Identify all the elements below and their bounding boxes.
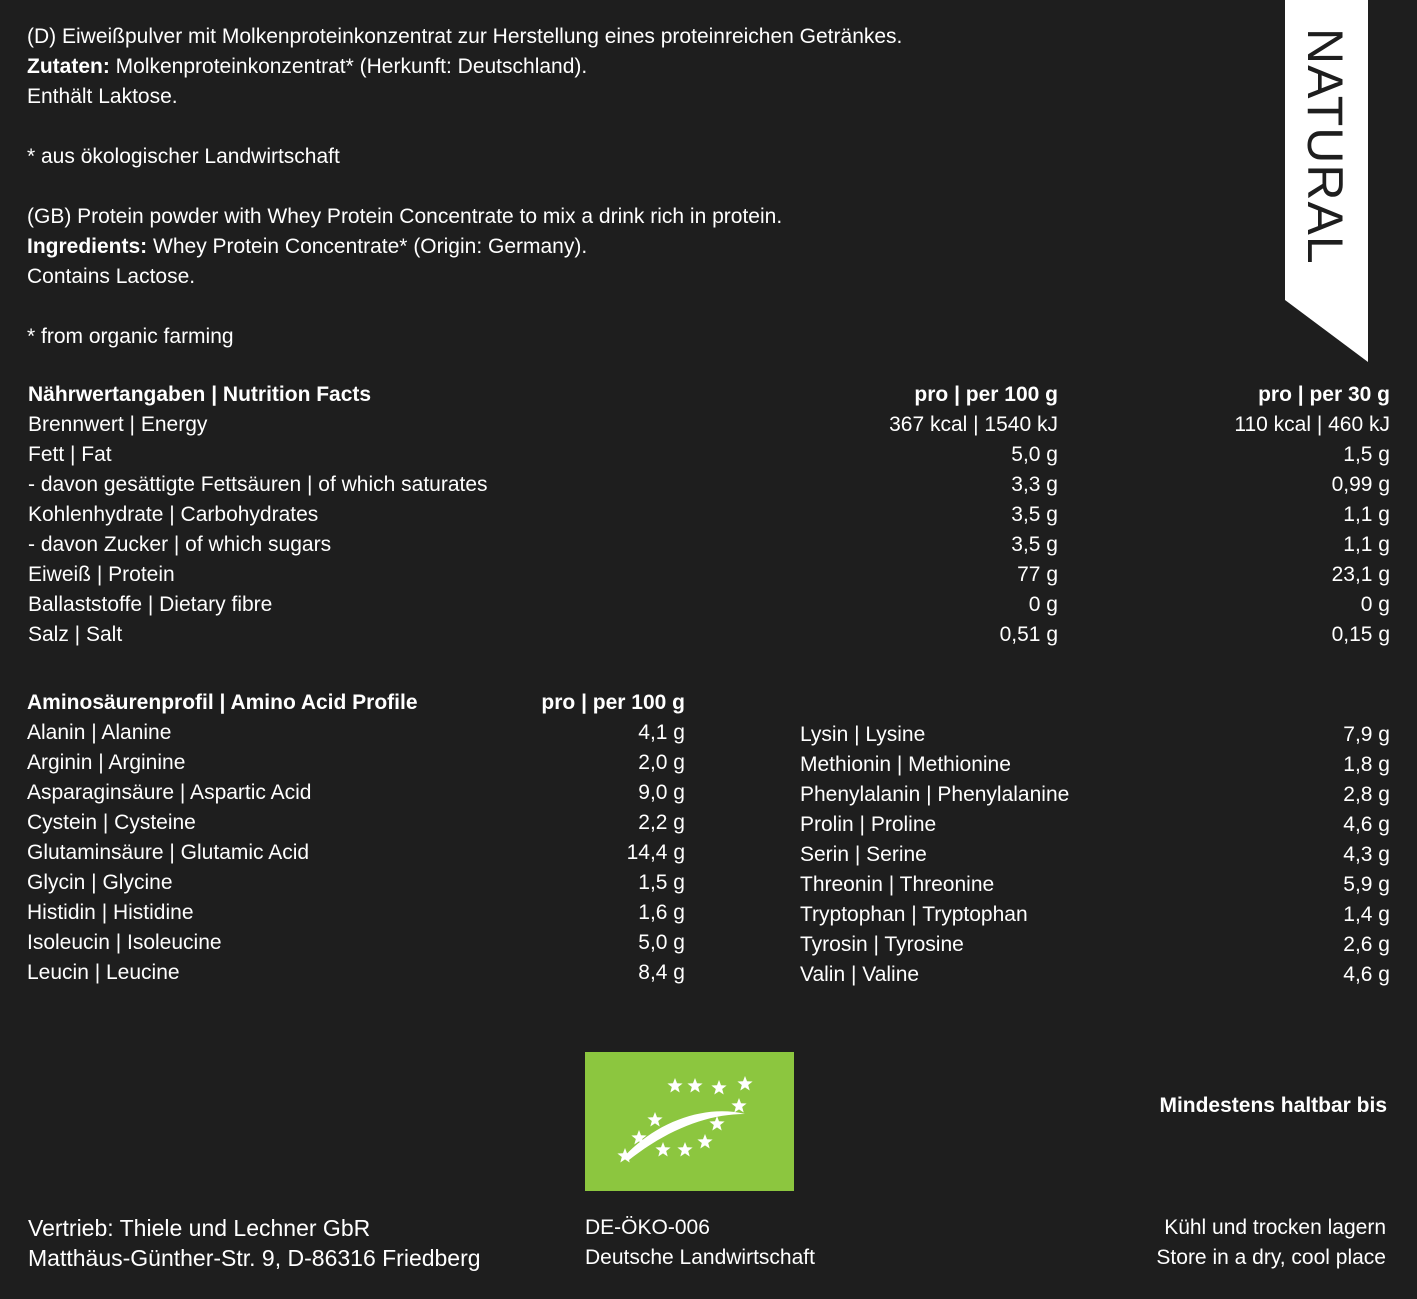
amino-acid-row	[27, 868, 685, 898]
star-icon	[617, 1148, 632, 1163]
amino-acid-name: Histidin | Histidine	[27, 901, 194, 924]
amino-header	[27, 688, 685, 718]
nutrient-name: - davon Zucker | of which sugars	[28, 533, 332, 556]
nutrient-per-100g: 367 kcal | 1540 kJ	[889, 413, 1058, 436]
amino-acid-row	[800, 870, 1390, 900]
per-30g-header: pro | per 30 g	[1258, 383, 1390, 406]
distributor-info	[28, 1213, 481, 1273]
amino-acid-name: Alanin | Alanine	[27, 721, 172, 744]
nutrient-per-30g: 110 kcal | 460 kJ	[1234, 413, 1390, 436]
storage-en: Store in a dry, cool place	[1156, 1246, 1386, 1269]
amino-acid-name: Prolin | Proline	[800, 813, 937, 836]
amino-acid-row	[27, 718, 685, 748]
nutrient-name: Eiweiß | Protein	[28, 563, 175, 586]
ingredients-de-text: Molkenproteinkonzentrat* (Herkunft: Deutschland).	[109, 55, 588, 78]
nutrition-row	[28, 410, 1390, 440]
nutrient-per-100g: 0,51 g	[999, 623, 1058, 646]
amino-acid-row	[800, 750, 1390, 780]
amino-acid-row	[27, 808, 685, 838]
amino-acid-value: 1,6 g	[638, 901, 685, 924]
amino-acid-row	[27, 748, 685, 778]
amino-acid-row	[800, 960, 1390, 990]
control-body-code: DE-ÖKO-006	[585, 1216, 710, 1239]
amino-acid-name: Isoleucin | Isoleucine	[27, 931, 222, 954]
nutrition-row	[28, 620, 1390, 650]
nutrient-per-100g: 3,3 g	[1011, 473, 1058, 496]
nutrient-per-100g: 5,0 g	[1011, 443, 1058, 466]
amino-acid-row	[800, 810, 1390, 840]
ingredients-de-label: Zutaten:	[27, 55, 110, 78]
amino-acid-value: 2,8 g	[1343, 783, 1390, 806]
spacer	[27, 112, 1227, 142]
amino-acid-name: Glutaminsäure | Glutamic Acid	[27, 841, 310, 864]
star-icon	[655, 1142, 670, 1157]
amino-acid-value: 9,0 g	[638, 781, 685, 804]
amino-acid-value: 4,6 g	[1343, 963, 1390, 986]
lactose-de: Enthält Laktose.	[27, 85, 178, 108]
nutrient-per-30g: 1,1 g	[1343, 503, 1390, 526]
amino-acid-table-right	[800, 720, 1390, 990]
amino-acid-row	[27, 958, 685, 988]
amino-acid-row	[800, 840, 1390, 870]
nutrient-name: Ballaststoffe | Dietary fibre	[28, 593, 273, 616]
amino-acid-value: 1,4 g	[1343, 903, 1390, 926]
nutrition-row	[28, 500, 1390, 530]
nutrient-per-100g: 3,5 g	[1011, 503, 1058, 526]
nutrient-per-100g: 0 g	[1028, 593, 1058, 616]
nutrition-row	[28, 560, 1390, 590]
amino-acid-name: Serin | Serine	[800, 843, 927, 866]
star-icon	[709, 1116, 724, 1131]
star-icon	[737, 1076, 752, 1091]
amino-acid-value: 4,1 g	[638, 721, 685, 744]
storage-info	[1156, 1213, 1386, 1273]
star-icon	[697, 1134, 712, 1149]
amino-acid-value: 1,5 g	[638, 871, 685, 894]
flavor-ribbon	[1285, 0, 1368, 362]
star-icon	[667, 1078, 682, 1093]
ingredients-de	[27, 52, 1227, 82]
amino-acid-name: Asparaginsäure | Aspartic Acid	[27, 781, 312, 804]
lactose-gb: Contains Lactose.	[27, 265, 196, 288]
eu-organic-leaf-icon	[585, 1052, 794, 1191]
amino-acid-value: 4,6 g	[1343, 813, 1390, 836]
star-icon	[687, 1078, 702, 1093]
amino-title: Aminosäurenprofil | Amino Acid Profile	[27, 691, 418, 714]
star-icon	[677, 1142, 692, 1157]
ingredients-gb	[27, 232, 1227, 262]
amino-acid-value: 8,4 g	[638, 961, 685, 984]
spacer	[27, 172, 1227, 202]
organic-note-gb: * from organic farming	[27, 325, 234, 348]
amino-acid-name: Phenylalanin | Phenylalanine	[800, 783, 1070, 806]
amino-acid-name: Threonin | Threonine	[800, 873, 995, 896]
amino-acid-value: 2,0 g	[638, 751, 685, 774]
ingredients-gb-label: Ingredients:	[27, 235, 148, 258]
nutrient-name: Salz | Salt	[28, 623, 123, 646]
amino-acid-name: Arginin | Arginine	[27, 751, 186, 774]
amino-acid-value: 2,2 g	[638, 811, 685, 834]
star-icon	[711, 1080, 726, 1095]
amino-acid-value: 5,0 g	[638, 931, 685, 954]
amino-acid-row	[27, 778, 685, 808]
amino-acid-row	[800, 930, 1390, 960]
amino-acid-name: Tryptophan | Tryptophan	[800, 903, 1028, 926]
amino-acid-row	[800, 900, 1390, 930]
amino-acid-row	[27, 898, 685, 928]
organic-certification	[585, 1213, 815, 1273]
star-icon	[647, 1112, 662, 1127]
nutrient-per-100g: 77 g	[1017, 563, 1058, 586]
per-100g-header: pro | per 100 g	[914, 383, 1058, 406]
best-before-label: Mindestens haltbar bis	[1159, 1094, 1387, 1117]
amino-acid-row	[27, 838, 685, 868]
storage-de: Kühl und trocken lagern	[1164, 1216, 1386, 1239]
amino-acid-row	[800, 720, 1390, 750]
amino-acid-name: Leucin | Leucine	[27, 961, 180, 984]
amino-acid-value: 2,6 g	[1343, 933, 1390, 956]
nutrient-name: - davon gesättigte Fettsäuren | of which saturates	[28, 473, 488, 496]
nutrition-row	[28, 440, 1390, 470]
star-icon	[731, 1098, 746, 1113]
nutrition-row	[28, 530, 1390, 560]
nutrition-header	[28, 380, 1390, 410]
description-de: (D) Eiweißpulver mit Molkenproteinkonzentrat zur Herstellung eines proteinreichen Getränkes.	[27, 25, 903, 48]
description-gb: (GB) Protein powder with Whey Protein Concentrate to mix a drink rich in protein.	[27, 205, 783, 228]
nutrient-per-30g: 1,5 g	[1343, 443, 1390, 466]
amino-acid-row	[27, 928, 685, 958]
flavor-label: NATURAL	[1297, 28, 1353, 265]
amino-acid-value: 14,4 g	[626, 841, 685, 864]
nutrient-per-30g: 0,99 g	[1331, 473, 1390, 496]
nutrient-per-30g: 23,1 g	[1331, 563, 1390, 586]
product-description	[27, 22, 1227, 352]
amino-acid-name: Valin | Valine	[800, 963, 920, 986]
nutrient-per-30g: 0,15 g	[1331, 623, 1390, 646]
amino-acid-table-left	[27, 688, 685, 988]
nutrient-name: Kohlenhydrate | Carbohydrates	[28, 503, 319, 526]
nutrition-row	[28, 470, 1390, 500]
amino-acid-name: Tyrosin | Tyrosine	[800, 933, 964, 956]
nutrition-title: Nährwertangaben | Nutrition Facts	[28, 383, 372, 406]
amino-acid-name: Cystein | Cysteine	[27, 811, 196, 834]
nutrient-per-30g: 0 g	[1360, 593, 1390, 616]
amino-acid-name: Glycin | Glycine	[27, 871, 173, 894]
nutrient-name: Brennwert | Energy	[28, 413, 208, 436]
amino-acid-value: 5,9 g	[1343, 873, 1390, 896]
nutrition-row	[28, 590, 1390, 620]
ingredients-gb-text: Whey Protein Concentrate* (Origin: Germany).	[147, 235, 588, 258]
organic-note-de: * aus ökologischer Landwirtschaft	[27, 145, 340, 168]
distributor-name: Vertrieb: Thiele und Lechner GbR	[28, 1215, 371, 1241]
agriculture-origin: Deutsche Landwirtschaft	[585, 1246, 815, 1269]
amino-acid-row	[800, 780, 1390, 810]
amino-acid-name: Methionin | Methionine	[800, 753, 1011, 776]
amino-per-100g-header: pro | per 100 g	[541, 691, 685, 714]
nutrition-facts-table	[28, 380, 1390, 650]
nutrient-name: Fett | Fat	[28, 443, 112, 466]
amino-acid-value: 1,8 g	[1343, 753, 1390, 776]
spacer	[27, 292, 1227, 322]
distributor-address: Matthäus-Günther-Str. 9, D-86316 Friedberg	[28, 1245, 481, 1271]
nutrient-per-30g: 1,1 g	[1343, 533, 1390, 556]
amino-acid-name: Lysin | Lysine	[800, 723, 926, 746]
nutrient-per-100g: 3,5 g	[1011, 533, 1058, 556]
amino-acid-value: 7,9 g	[1343, 723, 1390, 746]
amino-acid-value: 4,3 g	[1343, 843, 1390, 866]
